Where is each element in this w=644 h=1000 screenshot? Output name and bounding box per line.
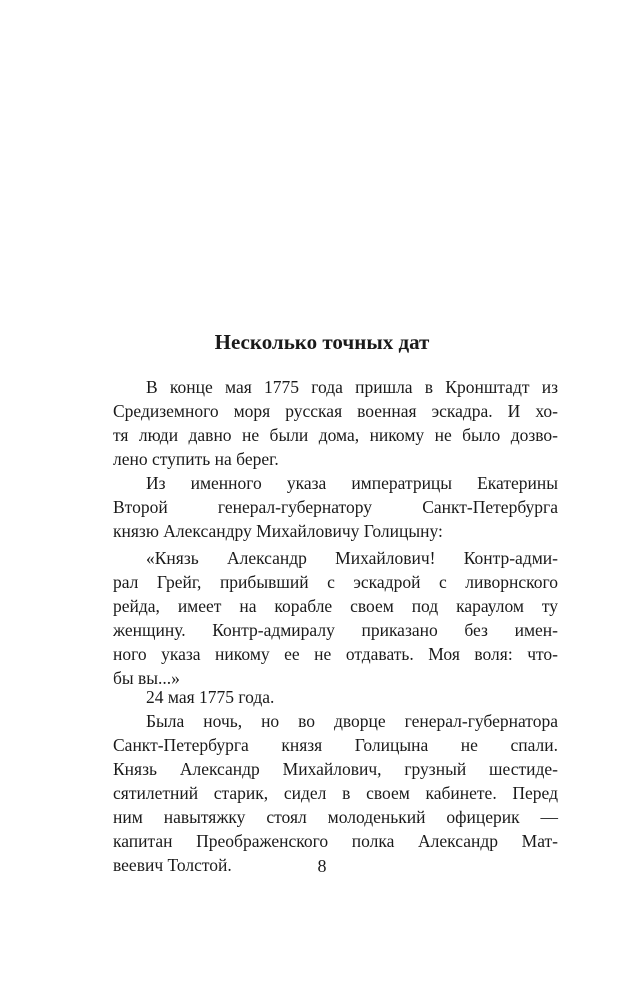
text-line: тя люди давно не были дома, никому не было дозво- — [113, 425, 558, 445]
text-line: Князь Александр Михайлович, грузный шестиде- — [113, 759, 558, 779]
text-line: Была ночь, но во дворце генерал-губернатора — [146, 711, 558, 731]
text-line: Второй генерал-губернатору Санкт-Петербурга — [113, 497, 558, 517]
text-line: князю Александру Михайловичу Голицыну: — [113, 521, 443, 541]
text-line: Из именного указа императрицы Екатерины — [146, 473, 558, 493]
text-line: рал Грейг, прибывший с эскадрой с ливорнского — [113, 572, 558, 592]
paragraph-5 — [113, 709, 558, 877]
text-line: рейда, имеет на корабле своем под караулом ту — [113, 596, 558, 616]
text-line: веевич Толстой. — [113, 855, 232, 875]
text-line: лено ступить на берег. — [113, 449, 279, 469]
text-line: Санкт-Петербурга князя Голицына не спали. — [113, 735, 558, 755]
text-line: В конце мая 1775 года пришла в Кронштадт из — [146, 377, 558, 397]
paragraph-3-quote — [113, 546, 558, 690]
text-line: «Князь Александр Михайлович! Контр-адми- — [146, 548, 558, 568]
text-line: капитан Преображенского полка Александр Мат- — [113, 831, 558, 851]
text-line: сятилетний старик, сидел в своем кабинете. Перед — [113, 783, 558, 803]
text-line: ного указа никому ее не отдавать. Моя воля: что- — [113, 644, 558, 664]
text-line: бы вы...» — [113, 668, 180, 688]
text-line: ним навытяжку стоял молоденький офицерик — — [113, 807, 558, 827]
paragraph-4-date — [113, 685, 558, 709]
paragraph-1 — [113, 375, 558, 471]
text-line: 24 мая 1775 года. — [146, 687, 275, 707]
paragraph-2 — [113, 471, 558, 543]
text-line: Средиземного моря русская военная эскадра. И хо- — [113, 401, 558, 421]
text-line: женщину. Контр-адмиралу приказано без имен- — [113, 620, 558, 640]
chapter-title: Несколько точных дат — [214, 330, 430, 354]
page-number: 8 — [317, 856, 327, 876]
